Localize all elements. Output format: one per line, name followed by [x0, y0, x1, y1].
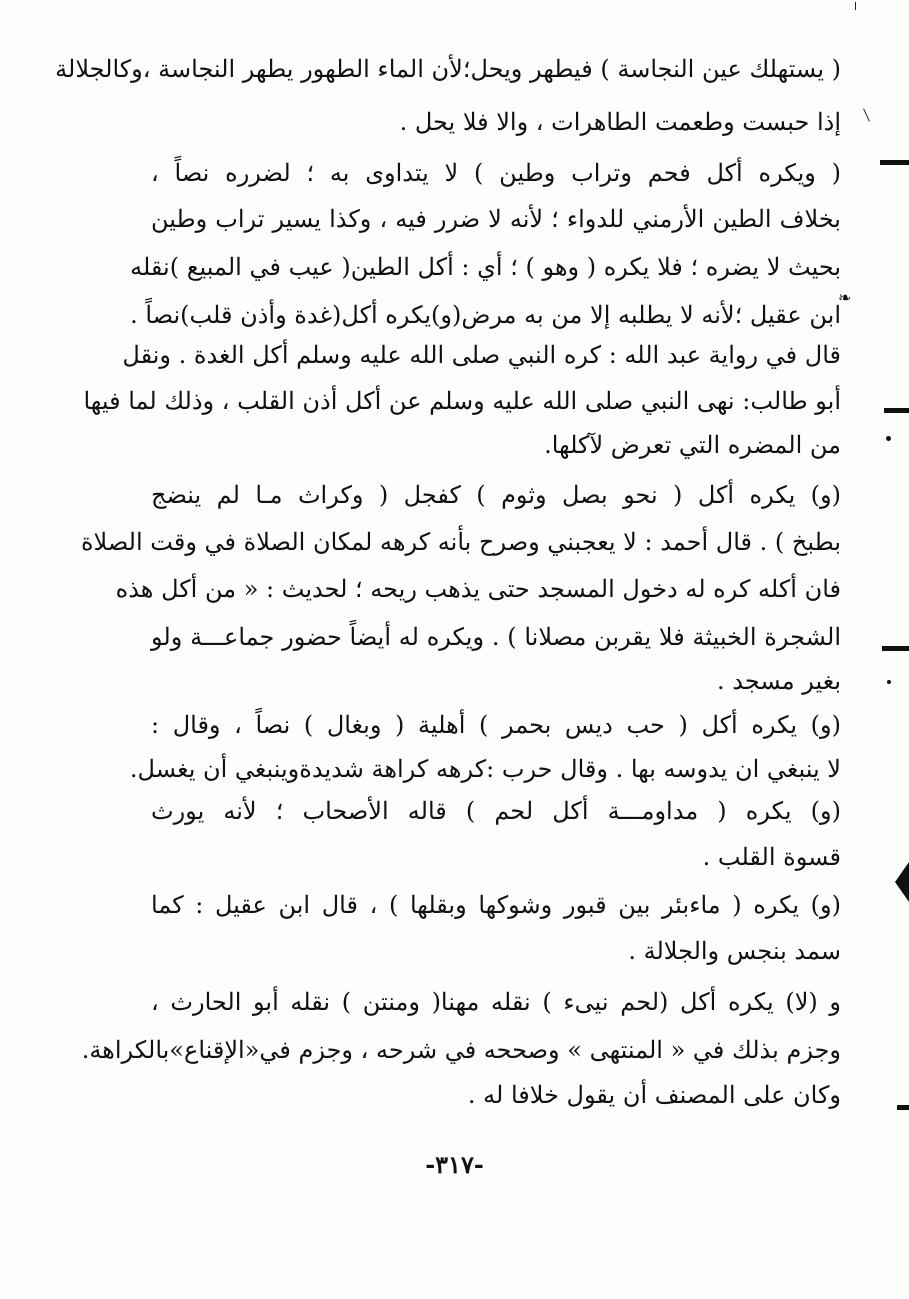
page-number: -٣١٧- — [425, 1150, 484, 1179]
text-line: قسوة القلب . — [702, 843, 841, 871]
binding-mark — [895, 862, 909, 902]
text-line: إذا حبست وطعمت الطاهرات ، والا فلا يحل . — [399, 108, 841, 136]
note-marker-icon: ❧ — [838, 288, 852, 307]
binding-mark — [897, 1105, 909, 1110]
margin-stroke — [863, 108, 870, 121]
text-line: لا ينبغي ان يدوسه بها . وقال حرب :كرهه كراهة شديدةوينبغي أن يغسل. — [129, 755, 841, 783]
text-line: (و) يكره ( ماءبئر بين قبور وشوكها وبقلها ) ، قال ابن عقيل : كما — [151, 891, 841, 919]
margin-stroke — [855, 2, 856, 10]
text-line: (و) يكره أكل ( حب ديس بحمر ) أهلية ( وبغال ) نصاً ، وقال : — [151, 711, 841, 739]
text-line: فان أكله كره له دخول المسجد حتى يذهب ريحه ؛ لحديث : « من أكل هذه — [115, 575, 841, 603]
dot-mark — [887, 680, 891, 684]
text-line: قال في رواية عبد الله : كره النبي صلى الله عليه وسلم أكل الغدة . ونقل — [122, 341, 841, 369]
text-line: ابن عقيل ؛لأنه لا يطلبه إلا من به مرض(و)يكره أكل(غدة وأذن قلب)نصاً . — [130, 301, 841, 329]
text-line: (و) يكره ( مداومـــة أكل لحم ) قاله الأصحاب ؛ لأنه يورث — [151, 797, 841, 825]
text-line: أبو طالب: نهى النبي صلى الله عليه وسلم عن أكل أذن القلب ، وذلك لما فيها — [83, 387, 841, 415]
text-line: بغير مسجد . — [717, 667, 841, 695]
text-line: وكان على المصنف أن يقول خلافا له . — [467, 1081, 841, 1109]
text-line: من المضره التي تعرض لآكلها. — [544, 431, 841, 459]
text-line: الشجرة الخبيثة فلا يقربن مصلانا ) . ويكره له أيضاً حضور جماعـــة ولو — [151, 623, 841, 651]
text-line: (و) يكره أكل ( نحو بصل وثوم ) كفجل ( وكراث مـا لم ينضج — [151, 481, 841, 509]
binding-mark — [880, 160, 909, 165]
text-line: و (لا) يكره أكل (لحم نيىء ) نقله مهنا( ومنتن ) نقله أبو الحارث ، — [151, 988, 841, 1016]
binding-mark — [882, 646, 909, 651]
text-line: بخلاف الطين الأرمني للدواء ؛ لأنه لا ضرر فيه ، وكذا يسير تراب وطين — [151, 205, 841, 233]
text-line: بحيث لا يضره ؛ فلا يكره ( وهو ) ؛ أي : أكل الطين( عيب في المبيع )نقله — [130, 253, 841, 281]
text-line: وجزم بذلك في « المنتهى » وصححه في شرحه ، وجزم في«الإقناع»بالكراهة. — [81, 1036, 841, 1064]
text-line: سمد بنجس والجلالة . — [628, 937, 841, 965]
text-line: بطبخ ) . قال أحمد : لا يعجبني وصرح بأنه كرهه لمكان الصلاة في وقت الصلاة — [80, 528, 841, 556]
text-line: ( يستهلك عين النجاسة ) فيطهر ويحل؛لأن الماء الطهور يطهر النجاسة ،وكالجلالة — [55, 55, 841, 83]
text-line: ( ويكره أكل فحم وتراب وطين ) لا يتداوى به ؛ لضرره نصاً ، — [151, 159, 841, 187]
binding-mark — [884, 408, 909, 413]
dot-mark — [886, 436, 891, 441]
